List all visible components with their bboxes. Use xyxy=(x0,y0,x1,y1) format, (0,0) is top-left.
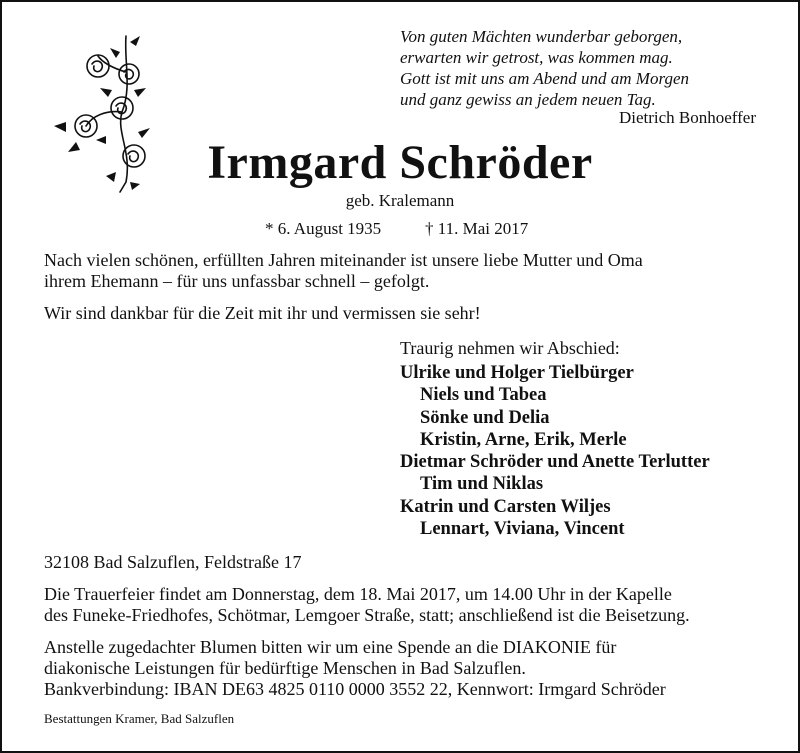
mourner-entry: Tim und Niklas xyxy=(420,474,544,495)
message-line: ihrem Ehemann – für uns unfassbar schnell – gefolgt. xyxy=(44,271,430,291)
undertaker: Bestattungen Kramer, Bad Salzuflen xyxy=(44,711,235,726)
funeral-line: des Funeke-Friedhofes, Schötmar, Lemgoer Straße, statt; anschließend ist die Beisetzung. xyxy=(44,605,690,625)
poem-line: Gott ist mit uns am Abend und am Morgen xyxy=(400,69,689,88)
birth-date: * 6. August 1935 xyxy=(265,219,382,238)
bank-details: Bankverbindung: IBAN DE63 4825 0110 0000 3552 22, Kennwort: Irmgard Schröder xyxy=(44,679,666,699)
mourner-entry: Ulrike und Holger Tielbürger xyxy=(400,363,634,383)
mourner-entry: Niels und Tabea xyxy=(420,385,547,406)
death-date: † 11. Mai 2017 xyxy=(425,219,529,238)
mourner-entry: Dietmar Schröder und Anette Terlutter xyxy=(400,452,710,473)
mourner-entry: Sönke und Delia xyxy=(420,407,550,428)
poem-line: erwarten wir getrost, was kommen mag. xyxy=(400,48,673,67)
address: 32108 Bad Salzuflen, Feldstraße 17 xyxy=(44,552,302,572)
poem-line: Von guten Mächten wunderbar geborgen, xyxy=(400,27,683,46)
poem xyxy=(400,26,760,110)
thanks-line: Wir sind dankbar für die Zeit mit ihr und vermissen sie sehr! xyxy=(44,303,481,323)
poem-line: und ganz gewiss an jedem neuen Tag. xyxy=(400,90,656,109)
mourners-lead: Traurig nehmen wir Abschied: xyxy=(400,338,620,358)
mourner-entry: Lennart, Viviana, Vincent xyxy=(420,519,625,540)
mourners-list xyxy=(400,362,710,540)
poem-author: Dietrich Bonhoeffer xyxy=(618,108,756,127)
funeral-line: Die Trauerfeier findet am Donnerstag, dem 18. Mai 2017, um 14.00 Uhr in der Kapelle xyxy=(44,584,672,604)
birth-name: geb. Kralemann xyxy=(345,191,455,210)
deceased-name: Irmgard Schröder xyxy=(207,136,593,189)
mourner-entry: Kristin, Arne, Erik, Merle xyxy=(420,429,627,450)
message-line: Nach vielen schönen, erfüllten Jahren miteinander ist unsere liebe Mutter und Oma xyxy=(44,250,643,270)
donation-line: Anstelle zugedachter Blumen bitten wir um eine Spende an die DIAKONIE für xyxy=(44,637,617,657)
donation-line: diakonische Leistungen für bedürftige Menschen in Bad Salzuflen. xyxy=(44,658,526,678)
mourner-entry: Katrin und Carsten Wiljes xyxy=(400,496,611,517)
